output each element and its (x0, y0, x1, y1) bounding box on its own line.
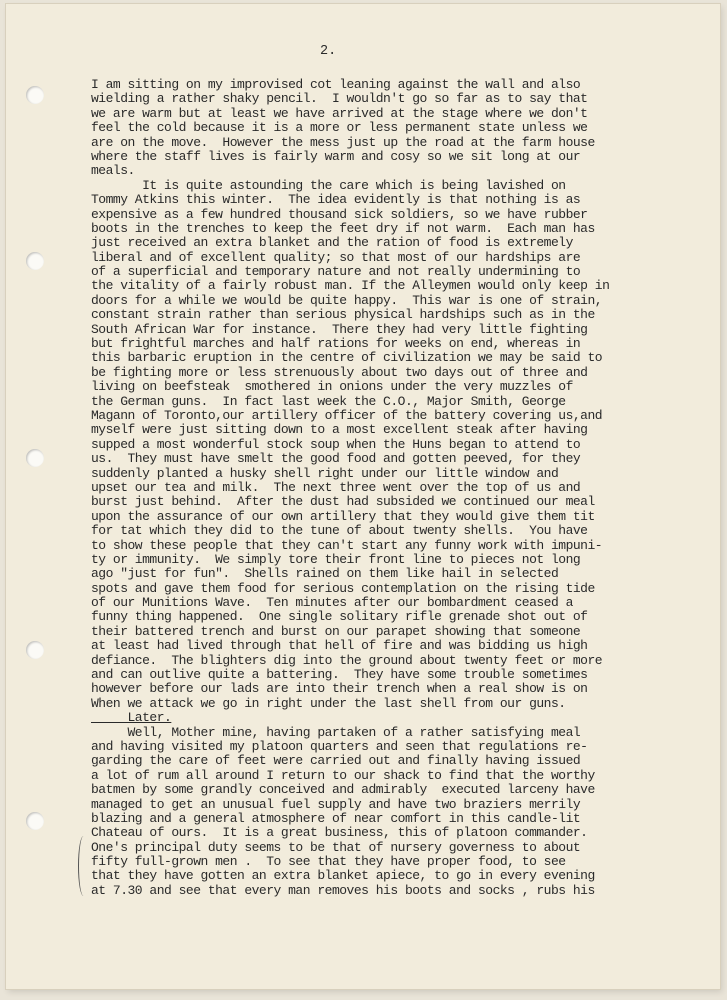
text-line: we are warm but at least we have arrived at the stage where we don't (91, 105, 588, 121)
text-line: liberal and of excellent quality; so that most of our hardships are (91, 249, 581, 265)
text-line: One's principal duty seems to be that of nursery governess to about (91, 839, 581, 855)
text-line: It is quite astounding the care which is being lavished on (91, 177, 566, 193)
text-line: Chateau of ours. It is a great business, this of platoon commander. (91, 825, 588, 841)
text-line: us. They must have smelt the good food and gotten peeved, for they (91, 451, 581, 467)
text-line: fifty full-grown men . To see that they have proper food, to see (91, 854, 566, 870)
text-line: meals. (91, 163, 135, 179)
text-line: just received an extra blanket and the ration of food is extremely (91, 235, 573, 251)
later-heading: Later. (91, 710, 172, 726)
text-line: their battered trench and burst on our parapet showing that someone (91, 623, 581, 639)
text-line: blazing and a general atmosphere of near comfort in this candle-lit (91, 810, 581, 826)
text-line: at 7.30 and see that every man removes his boots and socks , rubs his (91, 882, 595, 898)
text-line: burst just behind. After the dust had subsided we continued our meal (91, 494, 595, 510)
text-line: upset our tea and milk. The next three went over the top of us and (91, 479, 581, 495)
text-line: suddenly planted a husky shell right under our little window and (91, 465, 559, 481)
text-line: ago "just for fun". Shells rained on them like hail in selected (91, 566, 559, 582)
text-line: of our Munitions Wave. Ten minutes after our bombardment ceased a (91, 595, 573, 611)
text-line: Well, Mother mine, having partaken of a rather satisfying meal (91, 724, 581, 740)
text-line: for tat which they did to the tune of about twenty shells. You have (91, 523, 588, 539)
text-line: supped a most wonderful stock soup when the Huns began to attend to (91, 436, 581, 452)
text-line: where the staff lives is fairly warm and cosy so we sit long at our (91, 148, 581, 164)
text-line: constant strain rather than serious physical hardships such as in the (91, 307, 595, 323)
text-line: Magann of Toronto,our artillery officer of the battery covering us,and (91, 407, 603, 423)
text-line: managed to get an unusual fuel supply and have two braziers merrily (91, 796, 581, 812)
punch-hole (26, 252, 44, 270)
punch-hole (26, 449, 44, 467)
page-number: 2. (320, 44, 337, 59)
text-line: of a superficial and temporary nature and not really undermining to (91, 264, 581, 280)
margin-pencil-mark (78, 836, 89, 896)
text-line: Tommy Atkins this winter. The idea evidently is that nothing is as (91, 192, 581, 208)
text-line: wielding a rather shaky pencil. I wouldn't go so far as to say that (91, 91, 588, 107)
text-line: and having visited my platoon quarters and seen that regulations re- (91, 738, 588, 754)
text-line: but frightful marches and half rations for weeks on end, whereas in (91, 336, 581, 352)
text-line: I am sitting on my improvised cot leaning against the wall and also (91, 77, 581, 92)
text-line: feel the cold because it is a more or less permanent state unless we (91, 120, 588, 136)
text-line: defiance. The blighters dig into the ground about twenty feet or more (91, 652, 603, 668)
text-line: however before our lads are into their trench when a real show is on (91, 681, 588, 697)
text-line: ty or immunity. We simply tore their front line to pieces not long (91, 551, 581, 567)
text-line: spots and gave them food for serious contemplation on the rising tide (91, 580, 595, 596)
text-line: the vitality of a fairly robust man. If the Alleymen would only keep in (91, 278, 610, 294)
punch-hole (26, 812, 44, 830)
text-line: this barbaric eruption in the centre of civilization we may be said to (91, 350, 603, 366)
text-line: When we attack we go in right under the last shell from our guns. (91, 695, 566, 711)
text-line: funny thing happened. One single solitary rifle grenade shot out of (91, 609, 588, 625)
text-line: batmen by some grandly conceived and admirably executed larceny have (91, 782, 595, 798)
punch-hole (26, 641, 44, 659)
letter-body (91, 78, 609, 898)
text-line: boots in the trenches to keep the feet dry if not warm. Each man has (91, 220, 595, 236)
punch-hole (26, 86, 44, 104)
text-line: living on beefsteak smothered in onions under the very muzzles of (91, 379, 573, 395)
text-line: expensive as a few hundred thousand sick soldiers, so we have rubber (91, 206, 588, 222)
text-line: at least had lived through that hell of fire and was bidding us high (91, 638, 588, 654)
text-line: South African War for instance. There they had very little fighting (91, 321, 588, 337)
text-line: are on the move. However the mess just up the road at the farm house (91, 134, 595, 150)
text-line: that they have gotten an extra blanket apiece, to go in every evening (91, 868, 595, 884)
text-line: and can outlive quite a battering. They have some trouble sometimes (91, 667, 588, 683)
text-line: be fighting more or less strenuously about two days out of three and (91, 364, 588, 380)
text-line: a lot of rum all around I return to our shack to find that the worthy (91, 767, 595, 783)
text-line: the German guns. In fact last week the C.O., Major Smith, George (91, 393, 566, 409)
text-line: myself were just sitting down to a most excellent steak after having (91, 422, 588, 438)
text-line: garding the care of feet were carried out and finally having issued (91, 753, 581, 769)
text-line: to show these people that they can't start any funny work with impuni- (91, 537, 603, 553)
text-line: upon the assurance of our own artillery that they would give them tit (91, 508, 595, 524)
text-line: doors for a while we would be quite happy. This war is one of strain, (91, 292, 603, 308)
